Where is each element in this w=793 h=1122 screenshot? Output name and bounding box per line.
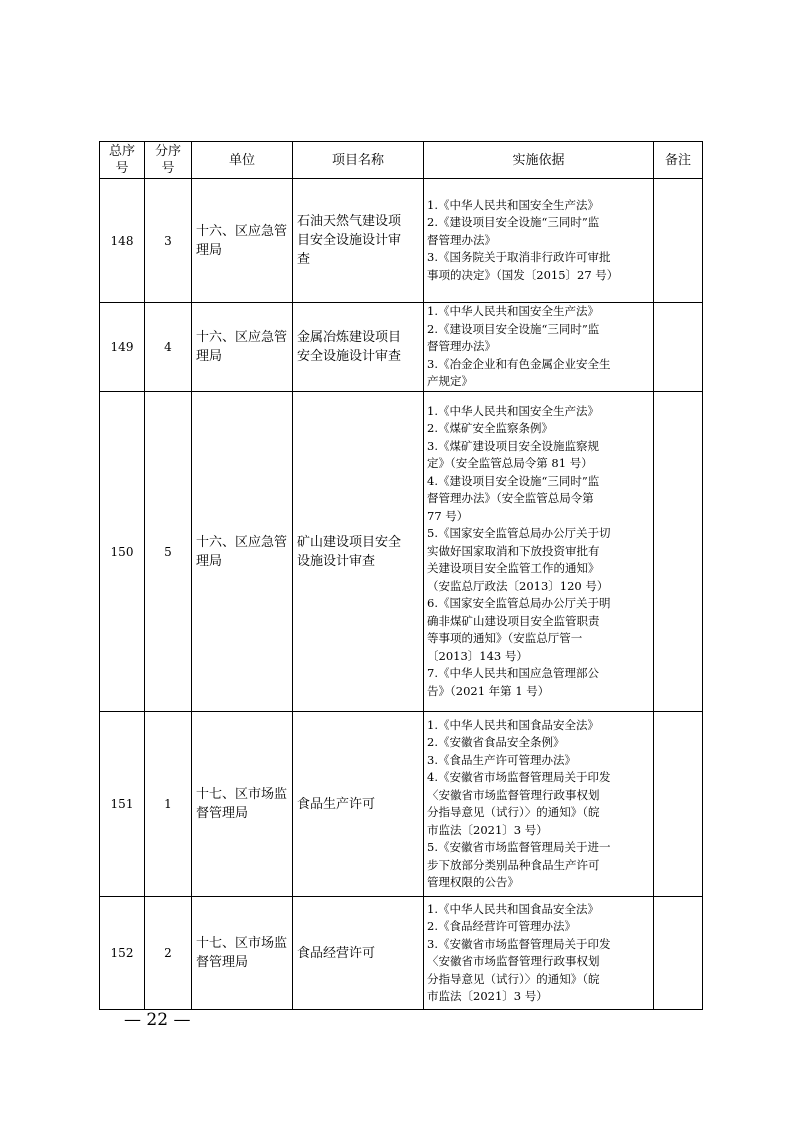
item-name-cell-line: 石油天然气建设项 (297, 214, 402, 229)
item-name-cell-line: 食品经营许可 (297, 945, 376, 961)
basis-cell-line: 〈安徽省市场监督管理行政事权划 (427, 954, 600, 968)
header-unit: 单位 (192, 142, 293, 179)
total-number-cell: 148 (100, 179, 145, 303)
item-name-cell (293, 303, 424, 392)
basis-cell-line: 管理权限的公告》 (427, 875, 519, 889)
unit-cell (192, 179, 293, 303)
basis-cell-line: 实做好国家取消和下放投资审批有 (427, 543, 600, 558)
basis-cell-line: 2.《食品经营许可管理办法》 (427, 919, 576, 933)
table-row (100, 392, 703, 712)
basis-cell-line: 4.《建设项目安全设施“三同时”监 (427, 473, 600, 488)
remarks-cell (654, 897, 703, 1010)
item-name-cell (293, 712, 424, 897)
basis-cell-line: 〔2013〕143 号） (427, 648, 528, 663)
basis-cell-line: 〈安徽省市场监督管理行政事权划 (427, 787, 600, 802)
basis-cell-line: 定》（安全监管总局令第 81 号） (427, 456, 593, 471)
header-remarks: 备注 (654, 142, 703, 179)
total-number-cell: 149 (100, 303, 145, 392)
table-row (100, 897, 703, 1010)
basis-cell-line: 3.《安徽省市场监督管理局关于印发 (427, 936, 611, 951)
table-header-row (100, 142, 703, 179)
total-number-cell: 150 (100, 392, 145, 712)
unit-cell (192, 897, 293, 1010)
unit-cell (192, 712, 293, 897)
basis-cell (424, 392, 654, 712)
basis-cell (424, 179, 654, 303)
unit-cell-line: 十六、区应急管 (196, 330, 288, 345)
table-row (100, 712, 703, 897)
unit-cell-line: 督管理局 (196, 806, 249, 821)
remarks-cell (654, 179, 703, 303)
basis-cell-line: 1.《中华人民共和国安全生产法》 (427, 304, 599, 319)
basis-cell-line: 4.《安徽省市场监督管理局关于印发 (427, 770, 611, 784)
basis-cell-line: 1.《中华人民共和国安全生产法》 (427, 403, 599, 418)
item-name-cell-line: 食品生产许可 (297, 796, 376, 812)
table-row (100, 179, 703, 303)
item-name-cell-line: 设施设计审查 (297, 553, 376, 569)
basis-cell-line: 督管理办法》 (427, 339, 496, 354)
header-sub-number: 分序号 (145, 142, 192, 179)
basis-cell-line: 事项的决定》（国发〔2015〕27 号） (427, 267, 619, 282)
basis-cell-line: 等事项的通知》（安监总厅管一 (427, 631, 583, 646)
sub-number-cell: 3 (145, 179, 192, 303)
item-name-cell-line: 矿山建设项目安全 (297, 534, 402, 550)
authority-table (99, 141, 703, 1010)
basis-cell-line: 步下放部分类别品种食品生产许可 (427, 857, 600, 872)
basis-cell-line: 2.《煤矿安全监察条例》 (427, 421, 553, 436)
basis-cell-line: 关建设项目安全监管工作的通知》 (427, 561, 600, 576)
basis-cell-line: 3.《食品生产许可管理办法》 (427, 752, 576, 767)
basis-cell-line: 确非煤矿山建设项目安全监管职责 (427, 613, 600, 628)
header-item-name: 项目名称 (293, 142, 424, 179)
basis-cell-line: 5.《安徽省市场监督管理局关于进一 (427, 840, 611, 854)
basis-cell-line: 市监法〔2021〕3 号） (427, 989, 548, 1003)
basis-cell-line: 2.《建设项目安全设施“三同时”监 (427, 321, 600, 336)
basis-cell-line: 77 号） (427, 508, 469, 523)
unit-cell-line: 理局 (196, 553, 223, 569)
basis-cell-line: 3.《煤矿建设项目安全设施监察规 (427, 438, 599, 453)
sub-number-cell: 2 (145, 897, 192, 1010)
basis-cell-line: 产规定》 (427, 374, 473, 389)
item-name-cell (293, 179, 424, 303)
unit-cell-line: 十六、区应急管 (196, 534, 288, 550)
basis-cell-line: 3.《国务院关于取消非行政许可审批 (427, 250, 611, 265)
item-name-cell (293, 392, 424, 712)
unit-cell (192, 303, 293, 392)
basis-cell-line: 7.《中华人民共和国应急管理部公 (427, 666, 599, 681)
item-name-cell-line: 安全设施设计审查 (297, 349, 402, 364)
basis-cell-line: 市监法〔2021〕3 号） (427, 822, 548, 837)
sub-number-cell: 5 (145, 392, 192, 712)
basis-cell (424, 897, 654, 1010)
basis-cell-line: （安监总厅政法〔2013〕120 号） (427, 578, 609, 593)
header-total-number: 总序号 (100, 142, 145, 179)
basis-cell-line: 分指导意见（试行）〉的通知》（皖 (427, 805, 600, 819)
unit-cell-line: 十七、区市场监 (196, 936, 288, 951)
item-name-cell-line: 查 (297, 252, 311, 267)
sub-number-cell: 4 (145, 303, 192, 392)
header-basis: 实施依据 (424, 142, 654, 179)
unit-cell-line: 理局 (196, 242, 223, 258)
remarks-cell (654, 392, 703, 712)
page-number: — 22 — (124, 1010, 191, 1030)
basis-cell-line: 1.《中华人民共和国食品安全法》 (427, 717, 599, 732)
basis-cell-line: 6.《国家安全监管总局办公厅关于明 (427, 596, 611, 611)
unit-cell (192, 392, 293, 712)
item-name-cell-line: 目安全设施设计审 (297, 233, 402, 248)
item-name-cell (293, 897, 424, 1010)
sub-number-cell: 1 (145, 712, 192, 897)
basis-cell-line: 督管理办法》（安全监管总局令第 (427, 491, 594, 506)
basis-cell (424, 712, 654, 897)
total-number-cell: 151 (100, 712, 145, 897)
basis-cell-line: 2.《建设项目安全设施“三同时”监 (427, 215, 600, 230)
remarks-cell (654, 712, 703, 897)
basis-cell-line: 1.《中华人民共和国食品安全法》 (427, 901, 599, 916)
basis-cell-line: 2.《安徽省食品安全条例》 (427, 735, 565, 749)
table-row (100, 303, 703, 392)
item-name-cell-line: 金属冶炼建设项目 (297, 330, 402, 345)
basis-cell-line: 5.《国家安全监管总局办公厅关于切 (427, 526, 611, 541)
basis-cell-line: 3.《冶金企业和有色金属企业安全生 (427, 356, 611, 371)
basis-cell-line: 1.《中华人民共和国安全生产法》 (427, 197, 599, 212)
remarks-cell (654, 303, 703, 392)
unit-cell-line: 十七、区市场监 (196, 787, 288, 802)
basis-cell-line: 督管理办法》 (427, 232, 496, 247)
basis-cell-line: 告》（2021 年第 1 号） (427, 683, 550, 698)
unit-cell-line: 理局 (196, 349, 223, 364)
unit-cell-line: 督管理局 (196, 955, 249, 970)
total-number-cell: 152 (100, 897, 145, 1010)
unit-cell-line: 十六、区应急管 (196, 223, 288, 239)
basis-cell (424, 303, 654, 392)
basis-cell-line: 分指导意见（试行）〉的通知》（皖 (427, 971, 600, 986)
